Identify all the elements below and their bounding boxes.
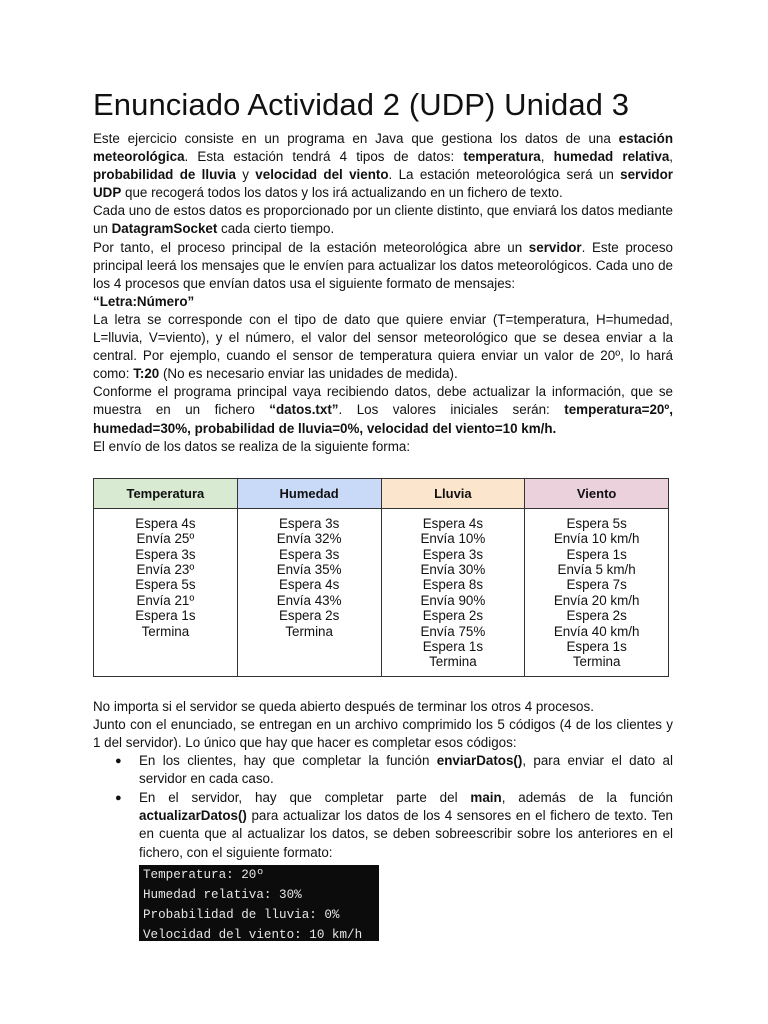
bold-text: actualizarDatos() [139,808,247,824]
table-cell-line: Termina [285,623,333,639]
table-cell-line: Envía 25º [136,531,195,547]
paragraph-sending [93,438,673,456]
text: , [669,149,673,165]
table-cell-line: Espera 2s [278,608,340,624]
text: . Los valores iniciales serán: [338,402,565,418]
table-cell-line: Espera 4s [278,577,340,593]
header-lluvia: Lluvia [381,478,525,508]
text: El envío de los datos se realiza de la siguiente forma: [93,438,411,454]
terminal-line: Velocidad del viento: 10 km/h [143,927,363,942]
bold-text: enviarDatos() [436,753,523,769]
cell-lluvia [381,508,525,676]
paragraph-format [93,293,673,311]
table-cell-line: Envía 23º [136,561,195,577]
table-cell-line: Envía 35% [276,561,342,577]
bullet-icon: ● [115,792,122,805]
text: Cada uno de estos datos es proporcionado por un cliente distinto, que enviará los datos mediante un [93,203,673,237]
document-content [93,86,673,941]
table-cell-line: Espera 2s [566,608,627,624]
header-temperatura: Temperatura [94,478,238,508]
task-list [93,752,673,862]
text: y [235,167,256,183]
bold-text: servidor [528,239,582,255]
paragraph-server-open [93,698,673,716]
document-title: Enunciado Actividad 2 (UDP) Unidad 3 [93,87,630,122]
table-cell-line: Envía 30% [420,561,486,577]
table-cell-line: Envía 90% [420,592,486,608]
table-cell-line: Espera 4s [135,515,196,531]
table-cell-line: Espera 3s [278,546,340,562]
bold-text: temperatura=20º, humedad=30%, probabilidad de lluvia=0%, velocidad del viento=10 km/h. [93,402,673,436]
paragraph-files [93,716,673,752]
table-cell-line: Envía 10 km/h [553,531,640,547]
table-cell-line: Envía 5 km/h [557,561,636,577]
table-cell-line: Envía 10% [420,531,486,547]
text: (No es necesario enviar las unidades de medida). [159,366,458,382]
table-cell-line: Termina [429,654,477,670]
cell-viento [525,508,669,676]
bold-text: probabilidad de lluvia [93,167,236,183]
text: La letra se corresponde con el tipo de dato que quiere enviar (T=temperatura, H=humedad, L=lluvia, V=viento), y el número, el valor del sensor meteorológico que se desea enviar a la central. Por ejemplo, cuando el sensor de temperatura quiera enviar un valor de 20º, lo hará como: [93,311,673,382]
table-cell-line: Espera 1s [566,546,627,562]
text: , además de la función [501,790,673,806]
header-viento: Viento [525,478,669,508]
text: Este ejercicio consiste en un programa en Java que gestiona los datos de una [93,131,619,146]
paragraph-file [93,383,673,437]
text: , [540,149,554,165]
bold-text: main [470,790,502,806]
bold-text: humedad relativa [553,149,670,165]
terminal-output [139,865,379,941]
terminal-line: Humedad relativa: 30% [143,887,302,902]
table-header-row [94,478,669,508]
table-cell-line: Espera 3s [278,515,340,531]
header-humedad: Humedad [237,478,381,508]
terminal-line: Temperatura: 20º [143,867,264,882]
table-cell-line: Envía 32% [276,531,342,547]
text: . La estación meteorológica será un [388,167,621,183]
table-cell-line: Envía 40 km/h [553,623,640,639]
table-cell-line: Espera 4s [422,515,484,531]
table-row [94,508,669,676]
text: cada cierto tiempo. [217,221,335,237]
table-cell-line: Envía 20 km/h [553,592,640,608]
bold-text: “datos.txt” [269,402,339,418]
text: Junto con el enunciado, se entregan en un archivo comprimido los 5 códigos (4 de los clientes y 1 del servidor). Lo único que hay que hacer es completar esos códigos: [93,716,673,750]
text: Por tanto, el proceso principal de la estación meteorológica abre un [93,239,529,255]
bold-text: DatagramSocket [111,221,218,237]
sensor-schedule-table [93,478,669,677]
text: que recogerá todos los datos y los irá actualizando en un fichero de texto. [121,185,563,201]
table-cell-line: Envía 21º [136,592,195,608]
table-cell-line: Espera 3s [135,546,196,562]
bold-text: velocidad del viento [255,167,389,183]
bold-text: temperatura [463,149,541,165]
text: En el servidor, hay que completar parte del [139,790,471,806]
paragraph-letter [93,311,673,383]
table-cell-line: Termina [141,623,190,639]
table-cell-line: Espera 1s [566,638,627,654]
paragraph-intro [93,130,673,202]
bold-text: T:20 [133,366,160,382]
table-cell-line: Termina [572,654,621,670]
bullet-icon: ● [115,755,122,768]
table-cell-line: Espera 7s [566,577,627,593]
cell-humedad [237,508,381,676]
text: . Este proceso principal leerá los mensajes que le envíen para actualizar los datos meteorológicos. Cada uno de los 4 procesos que envían datos usa el siguiente formato de mensajes: [93,239,673,291]
table-cell-line: Espera 1s [135,608,196,624]
text: para actualizar los datos de los 4 sensores en el fichero de texto. Ten en cuenta que al actualizar los datos, se deben sobreescribir sobre los anteriores en el fichero, con el siguiente formato: [139,808,673,860]
text: , para enviar el dato al servidor en cada caso. [139,753,673,787]
paragraph-datagram [93,202,673,238]
message-format: “Letra:Número” [93,293,195,309]
text: Conforme el programa principal vaya recibiendo datos, debe actualizar la información, que se muestra en un fichero [93,384,673,418]
terminal-line: Probabilidad de lluvia: 0% [143,907,340,922]
cell-temperatura [94,508,238,676]
table-cell-line: Espera 3s [422,546,484,562]
table-cell-line: Espera 5s [135,577,196,593]
table-cell-line: Espera 5s [566,515,627,531]
text: En los clientes, hay que completar la función [139,753,437,769]
list-item [93,789,673,861]
list-item [93,752,673,788]
bold-text: servidor UDP [93,167,673,201]
table-cell-line: Espera 8s [422,577,484,593]
text: . Esta estación tendrá 4 tipos de datos: [184,149,464,165]
table-cell-line: Envía 43% [276,592,342,608]
paragraph-server [93,239,673,293]
table-cell-line: Envía 75% [420,623,486,639]
table-cell-line: Espera 1s [422,638,484,654]
text: No importa si el servidor se queda abierto después de terminar los otros 4 procesos. [93,698,594,714]
table-cell-line: Espera 2s [422,608,484,624]
bold-text: estación meteorológica [93,131,673,165]
